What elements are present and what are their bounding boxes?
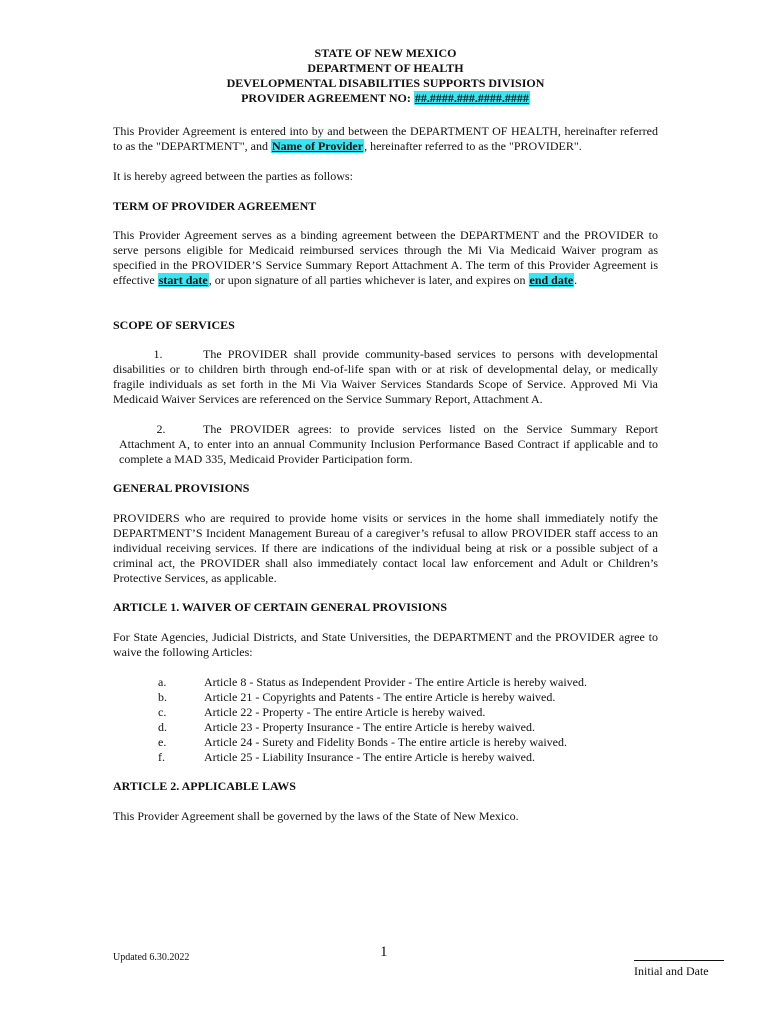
scope-item-2 bbox=[119, 422, 658, 467]
term-heading: TERM OF PROVIDER AGREEMENT bbox=[113, 199, 317, 213]
header-state: STATE OF NEW MEXICO bbox=[314, 46, 457, 60]
list-item-text: Article 21 - Copyrights and Patents - The entire Article is hereby waived. bbox=[204, 690, 556, 704]
term-paragraph bbox=[113, 228, 658, 288]
list-item-text: Article 23 - Property Insurance - The entire Article is hereby waived. bbox=[204, 720, 535, 734]
list-item-text: Article 22 - Property - The entire Article is hereby waived. bbox=[204, 705, 486, 719]
initial-and-date-label: Initial and Date bbox=[634, 964, 709, 978]
scope-item-1 bbox=[113, 347, 658, 407]
list-item bbox=[158, 675, 658, 690]
list-item-text: Article 24 - Surety and Fidelity Bonds - The entire article is hereby waived. bbox=[204, 735, 568, 749]
article1-paragraph: For State Agencies, Judicial Districts, and State Universities, the DEPARTMENT and the PROVIDER agree to waive the following Articles: bbox=[113, 630, 658, 659]
list-item-letter: b. bbox=[158, 690, 167, 704]
list-item-letter: c. bbox=[158, 705, 167, 719]
header-department: DEPARTMENT OF HEALTH bbox=[307, 61, 464, 75]
list-item bbox=[158, 690, 658, 705]
agreed-paragraph: It is hereby agreed between the parties as follows: bbox=[113, 169, 353, 183]
term-text-2: , or upon signature of all parties whichever is later, and expires on bbox=[208, 273, 529, 287]
updated-date: Updated 6.30.2022 bbox=[113, 952, 190, 963]
general-heading: GENERAL PROVISIONS bbox=[113, 481, 250, 495]
list-item-letter: e. bbox=[158, 735, 167, 749]
article2-paragraph: This Provider Agreement shall be governed by the laws of the State of New Mexico. bbox=[113, 809, 519, 823]
list-item-letter: d. bbox=[158, 720, 167, 734]
list-item-text: Article 8 - Status as Independent Provider - The entire Article is hereby waived. bbox=[204, 675, 587, 689]
article1-heading: ARTICLE 1. WAIVER OF CERTAIN GENERAL PROVISIONS bbox=[113, 600, 447, 614]
list-item bbox=[158, 705, 658, 720]
list-item-letter: f. bbox=[158, 750, 165, 764]
document-header bbox=[113, 46, 658, 106]
page-number: 1 bbox=[380, 944, 388, 960]
start-date-field[interactable]: start date bbox=[158, 273, 208, 287]
scope-heading: SCOPE OF SERVICES bbox=[113, 318, 235, 332]
general-paragraph: PROVIDERS who are required to provide home visits or services in the home shall immediately notify the DEPARTMENT’S Incident Management Bureau of a caregiver’s refusal to allow PROVIDER staff access to an individual receiving services. If there are indications of the individual being at risk or a possible subject of a criminal act, the PROVIDER shall also immediately contact local law enforcement and Adult or Children’s Protective Services, as applicable. bbox=[113, 511, 658, 585]
list-item bbox=[158, 735, 658, 750]
scope-item-2-number: 2. bbox=[156, 422, 166, 436]
article2-heading: ARTICLE 2. APPLICABLE LAWS bbox=[113, 779, 296, 793]
scope-item-2-text: The PROVIDER agrees: to provide services listed on the Service Summary Report Attachment A, to enter into an annual Community Inclusion Performance Based Contract if applicable and to complete a MAD 335, Medicaid Provider Participation form. bbox=[119, 422, 658, 466]
header-division: DEVELOPMENTAL DISABILITIES SUPPORTS DIVISION bbox=[226, 76, 545, 90]
list-item bbox=[158, 720, 658, 735]
list-item-letter: a. bbox=[158, 675, 167, 689]
initial-signature-line[interactable] bbox=[634, 960, 724, 961]
header-agreement-line bbox=[113, 91, 658, 106]
provider-name-field[interactable]: Name of Provider bbox=[271, 139, 364, 153]
list-item bbox=[158, 750, 658, 765]
end-date-field[interactable]: end date bbox=[529, 273, 574, 287]
list-item-text: Article 25 - Liability Insurance - The entire Article is hereby waived. bbox=[204, 750, 535, 764]
agreement-no-field[interactable]: ##.####.###.####.#### bbox=[414, 91, 529, 105]
waived-articles-list bbox=[158, 675, 658, 765]
term-text-3: . bbox=[574, 273, 578, 287]
term-text-1: This Provider Agreement serves as a binding agreement between the DEPARTMENT and the PROVIDER to serve persons eligible for Medicaid reimbursed services through the Mi Via Medicaid Waiver program as specified in the PROVIDER’S Service Summary Report Attachment A. The term of this Provider Agreement is effective bbox=[113, 228, 658, 287]
scope-item-1-text: The PROVIDER shall provide community-based services to persons with developmental disabilities or to children birth through end-of-life span with or at risk of developmental delay, or medically fragile individuals as set forth in the Mi Via Waiver Services Standards Scope of Service. Approved Mi Via Medicaid Waiver Services are referenced on the Service Summary Report, Attachment A. bbox=[113, 347, 658, 406]
intro-text-1: This Provider Agreement is entered into by and between the DEPARTMENT OF HEALTH, hereinafter referred to as the "DEPARTMENT", and bbox=[113, 124, 658, 153]
scope-item-1-number: 1. bbox=[153, 347, 163, 361]
intro-text-2: , hereinafter referred to as the "PROVIDER". bbox=[364, 139, 582, 153]
intro-paragraph bbox=[113, 124, 658, 154]
agreement-no-label: PROVIDER AGREEMENT NO: bbox=[241, 91, 414, 105]
